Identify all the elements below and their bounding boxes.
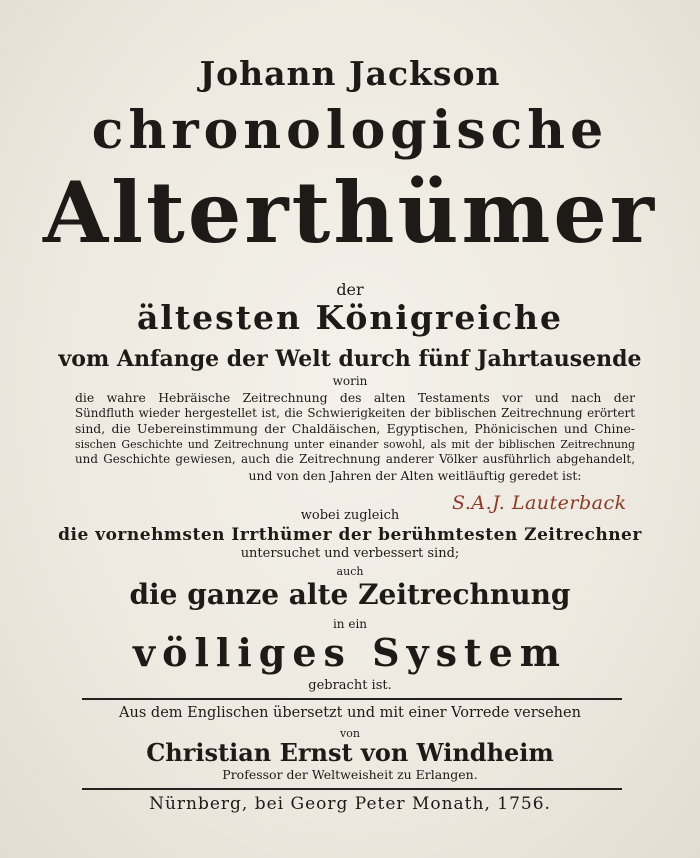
description-paragraph bbox=[75, 390, 635, 483]
worin-text: worin bbox=[332, 374, 368, 388]
divider-rule bbox=[82, 698, 622, 700]
paragraph-line: und von den Jahren der Alten weitläuftig geredet ist: bbox=[248, 467, 582, 483]
wobei-text: wobei zugleich bbox=[300, 508, 400, 523]
subtitle: ältesten Königreiche bbox=[136, 298, 564, 337]
paragraph-line: sischen Geschichte und Zeitrechnung unter einander sowohl, als mit der biblischen Zeitrechnung bbox=[75, 437, 635, 451]
translation-note: Aus dem Englischen übersetzt und mit einer Vorrede versehen bbox=[119, 705, 581, 721]
handwritten-signature: S.A.J. Lauterback bbox=[452, 492, 627, 514]
der-text: der bbox=[336, 280, 364, 299]
title-line-2: Alterthümer bbox=[42, 163, 658, 262]
auch-text: auch bbox=[336, 565, 364, 578]
untersuchet-line: untersuchet und verbessert sind; bbox=[240, 546, 460, 561]
paragraph-line: sind, die Uebereinstimmung der Chaldäischen, Egyptischen, Phönicischen und Chine- bbox=[75, 421, 635, 436]
translator-title: Professor der Weltweisheit zu Erlangen. bbox=[222, 767, 478, 782]
subtitle-2: vom Anfange der Welt durch fünf Jahrtausende bbox=[58, 346, 642, 372]
author-name: Johann Jackson bbox=[199, 54, 501, 93]
voelliges-system-line: völliges System bbox=[133, 630, 567, 675]
paragraph-line: und Geschichte gewiesen, auch die Zeitrechnung anderer Völker ausführlich abgehandelt, bbox=[75, 452, 635, 466]
von-text: von bbox=[340, 727, 360, 740]
title-line-1: chronologische bbox=[91, 100, 609, 161]
paragraph-line: die wahre Hebräische Zeitrechnung des alten Testaments vor und nach der bbox=[75, 390, 635, 405]
divider-rule bbox=[82, 788, 622, 790]
imprint: Nürnberg, bei Georg Peter Monath, 1756. bbox=[149, 794, 551, 814]
in-ein-text: in ein bbox=[332, 617, 368, 631]
translator-name: Christian Ernst von Windheim bbox=[146, 738, 554, 767]
ganze-zeitrechnung-line: die ganze alte Zeitrechnung bbox=[129, 578, 571, 611]
gebracht-text: gebracht ist. bbox=[308, 678, 392, 693]
paragraph-line: Sündfluth wieder hergestellet ist, die Schwierigkeiten der biblischen Zeitrechnung erörtert bbox=[75, 405, 635, 420]
irrthuemer-line: die vornehmsten Irrthümer der berühmtesten Zeitrechner bbox=[58, 525, 642, 545]
